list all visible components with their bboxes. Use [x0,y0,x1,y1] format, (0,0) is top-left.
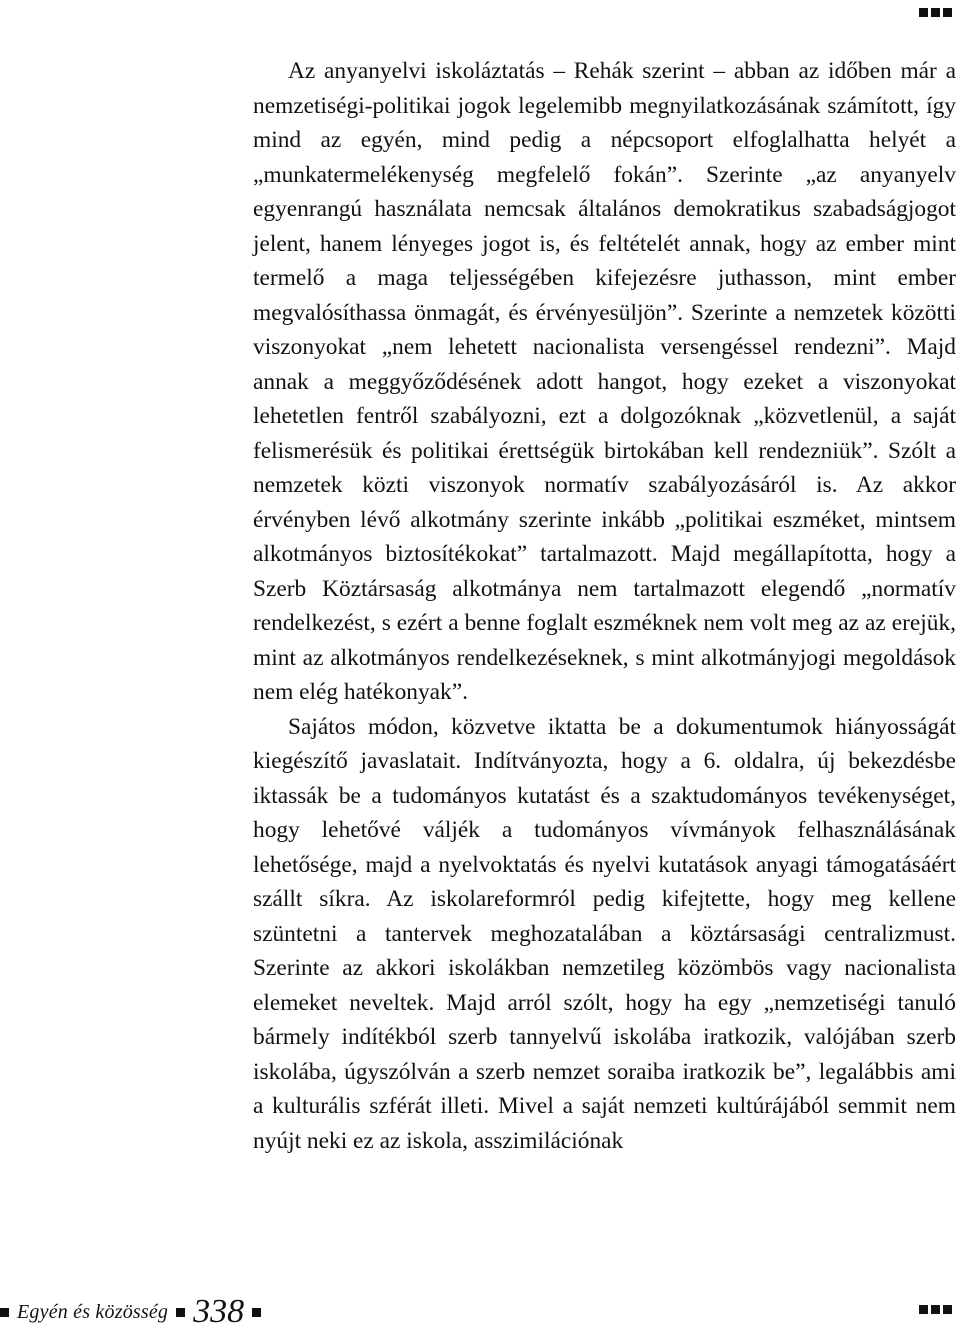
square-ornament-icon [176,1308,185,1317]
page-number: 338 [193,1293,245,1330]
body-text [253,54,956,1158]
square-ornament-icon [943,1305,952,1314]
page-footer [0,1290,261,1334]
square-ornament-icon [0,1308,9,1317]
square-ornament-icon [931,8,940,17]
paragraph-2: Sajátos módon, közvetve iktatta be a dokumentumok hiányosságát kiegészítő javaslatait. Indítványozta, hogy a 6. oldalra, új bekezdésbe iktassák be a tudományos kutatást és a szaktudományos tevékenységet, hogy lehetővé váljék a tudományos vívmányok felhasználásának lehetősége, majd a nyelvoktatás és nyelvi kutatások anyagi támogatásáért szállt síkra. Az iskolareformról pedig kifejtette, hogy meg kellene szüntetni a tantervek meghozatalában a köztársasági centralizmust. Szerinte az akkori iskolákban nemzetileg közömbös vagy nacionalista elemeket neveltek. Majd arról szólt, hogy ha egy „nemzetiségi tanuló bármely indítékból szerb tannyelvű iskolába iratkozik, valójában szerb iskolába, úgyszólván a szerb nemzet soraiba iratkozik be”, legalábbis ami a kulturális szférát illeti. Mivel a saját nemzeti kultúrájából semmit nem nyújt neki ez az iskola, asszimilációnak [253,713,956,1154]
square-ornament-icon [252,1308,261,1317]
corner-ornament-top [919,8,952,17]
square-ornament-icon [919,1305,928,1314]
square-ornament-icon [943,8,952,17]
running-footer-title: Egyén és közösség [17,1300,169,1323]
corner-ornament-bottom [919,1305,952,1314]
square-ornament-icon [931,1305,940,1314]
paragraph-1: Az anyanyelvi iskoláztatás – Rehák szerint – abban az időben már a nemzetiségi-politikai jogok legelemibb megnyilatkozásának számított, így mind az egyén, mind pedig a népcsoport elfoglalhatta helyét a „munkatermelékenység megfelelő fokán”. Szerinte „az anyanyelv egyenrangú használata nemcsak általános demokratikus szabadságjogot jelent, hanem lényeges jogot is, és feltételét annak, hogy az ember mint termelő a maga teljességében kifejezésre juthasson, mint ember megvalósíthassa önmagát, és érvényesüljön”. Szerinte a nemzetek közötti viszonyokat „nem lehetett nacionalista versengéssel rendezni”. Majd annak a meggyőződésének adott hangot, hogy ezeket a viszonyokat lehetetlen fentről szabályozni, ezt a dolgozóknak „közvetlenül, a saját felismerésük és politikai érettségük birtokában kell rendezniük”. Szólt a nemzetek közti viszonyok normatív szabályozásáról is. Az akkor érvényben lévő alkotmány szerinte inkább „politikai eszméket, mintsem alkotmányos biztosítékokat” tartalmazott. Majd megállapította, hogy a Szerb Köztársaság alkotmánya nem tartalmazott elegendő „normatív rendelkezést, s ezért a benne foglalt eszméknek nem volt meg az az erejük, mint az alkotmányos rendelkezéseknek, s mint alkotmányjogi megoldások nem elég hatékonyak”. [253,58,956,705]
square-ornament-icon [919,8,928,17]
